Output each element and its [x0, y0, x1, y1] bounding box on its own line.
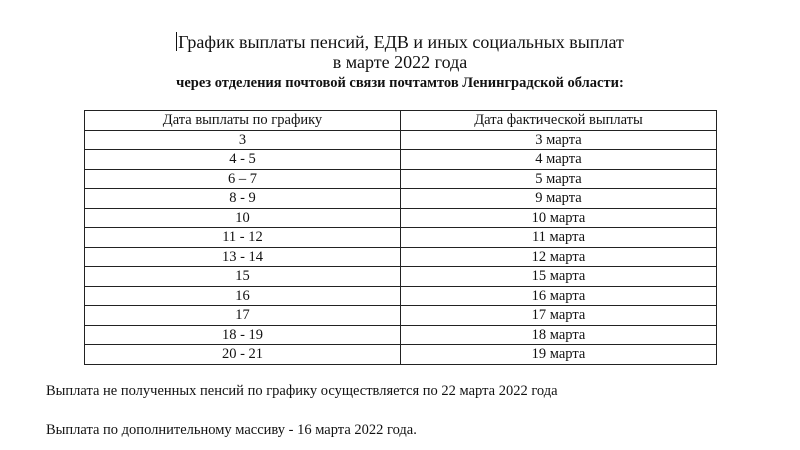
actual-date-cell: 12 марта	[401, 247, 717, 267]
scheduled-date-cell: 20 - 21	[85, 345, 401, 365]
actual-date-cell: 16 марта	[401, 286, 717, 306]
scheduled-date-cell: 4 - 5	[85, 150, 401, 170]
table-row	[85, 228, 717, 248]
table-row	[85, 169, 717, 189]
payment-schedule-table	[84, 110, 717, 365]
table-header-row	[85, 111, 717, 131]
scheduled-date-cell: 18 - 19	[85, 325, 401, 345]
actual-date-cell: 17 марта	[401, 306, 717, 326]
text-cursor	[176, 32, 177, 51]
actual-date-cell: 5 марта	[401, 169, 717, 189]
document-title-line-2: в марте 2022 года	[332, 52, 468, 72]
table-row	[85, 267, 717, 287]
table-row	[85, 247, 717, 267]
scheduled-date-cell: 11 - 12	[85, 228, 401, 248]
title-text-1: График выплаты пенсий, ЕДВ и иных социальных выплат	[178, 32, 624, 52]
note-additional-array: Выплата по дополнительному массиву - 16 марта 2022 года.	[46, 422, 417, 438]
document-title-line-1	[0, 31, 800, 53]
document-subtitle: через отделения почтовой связи почтамтов Ленинградской области:	[176, 75, 624, 91]
note-unclaimed-pensions: Выплата не полученных пенсий по графику осуществляется по 22 марта 2022 года	[46, 383, 558, 399]
actual-date-cell: 3 марта	[401, 130, 717, 150]
table-row	[85, 130, 717, 150]
scheduled-date-cell: 15	[85, 267, 401, 287]
table-row	[85, 345, 717, 365]
scheduled-date-cell: 10	[85, 208, 401, 228]
scheduled-date-cell: 13 - 14	[85, 247, 401, 267]
actual-date-cell: 15 марта	[401, 267, 717, 287]
scheduled-date-cell: 8 - 9	[85, 189, 401, 209]
actual-date-cell: 11 марта	[401, 228, 717, 248]
table-row	[85, 189, 717, 209]
column-header-actual-date: Дата фактической выплаты	[401, 111, 717, 131]
actual-date-cell: 19 марта	[401, 345, 717, 365]
table-row	[85, 150, 717, 170]
actual-date-cell: 9 марта	[401, 189, 717, 209]
scheduled-date-cell: 3	[85, 130, 401, 150]
table-row	[85, 286, 717, 306]
column-header-scheduled-date: Дата выплаты по графику	[85, 111, 401, 131]
table-row	[85, 208, 717, 228]
actual-date-cell: 18 марта	[401, 325, 717, 345]
scheduled-date-cell: 6 – 7	[85, 169, 401, 189]
table-body	[85, 130, 717, 364]
table-row	[85, 325, 717, 345]
scheduled-date-cell: 17	[85, 306, 401, 326]
actual-date-cell: 4 марта	[401, 150, 717, 170]
scheduled-date-cell: 16	[85, 286, 401, 306]
actual-date-cell: 10 марта	[401, 208, 717, 228]
table-row	[85, 306, 717, 326]
